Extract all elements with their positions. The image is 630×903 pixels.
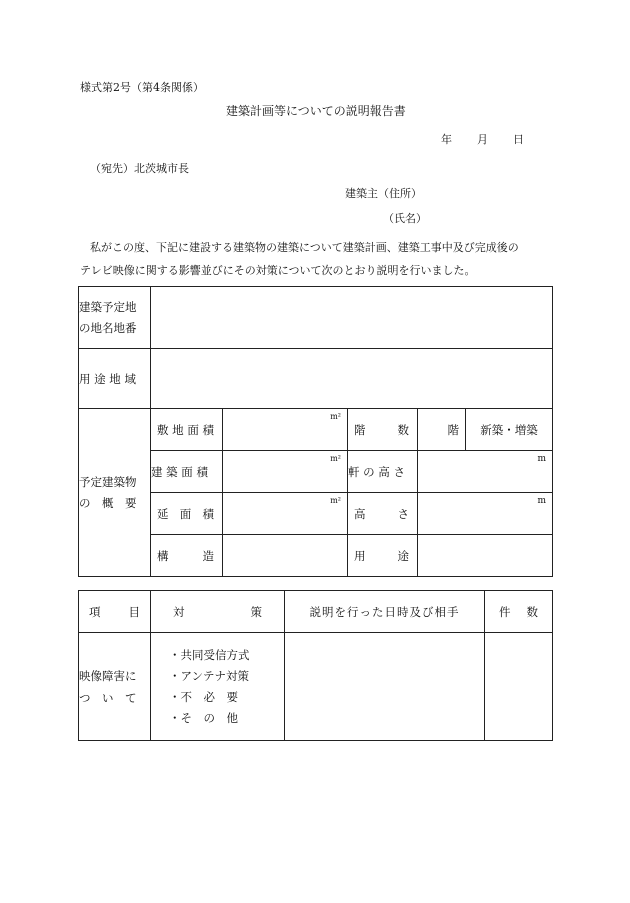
usage-char-b: 途 bbox=[397, 548, 409, 563]
measures-list bbox=[151, 633, 285, 741]
date-line bbox=[441, 131, 524, 147]
date-month: 月 bbox=[477, 133, 488, 146]
floors-unit: 階 bbox=[447, 422, 459, 437]
header-item-char-b: 目 bbox=[128, 604, 140, 619]
header-explanation: 説明を行った日時及び相手 bbox=[285, 591, 485, 633]
use-zone-field[interactable] bbox=[151, 349, 553, 409]
date-year: 年 bbox=[441, 133, 452, 146]
site-label-2: の地名地番 bbox=[79, 320, 137, 335]
measure-unnecessary: ・不 必 要 bbox=[169, 689, 238, 704]
height-char-b: さ bbox=[397, 506, 409, 521]
total-area-label bbox=[151, 493, 223, 535]
height-char-a: 高 bbox=[354, 506, 366, 521]
total-area-unit: m² bbox=[330, 496, 341, 505]
header-item-char-a: 項 bbox=[89, 604, 101, 619]
height-label bbox=[348, 493, 418, 535]
structure-char-a: 構 bbox=[157, 548, 169, 563]
intro-line-2: テレビ映像に関する影響並びにその対策について次のとおり説明を行いました。 bbox=[80, 264, 476, 277]
floors-char-b: 数 bbox=[397, 422, 409, 437]
builder-name-label: （氏名） bbox=[383, 212, 427, 225]
total-area-char-c: 積 bbox=[202, 506, 214, 521]
use-zone-label: 用 途 地 域 bbox=[79, 349, 151, 409]
explanation-field[interactable] bbox=[285, 633, 485, 741]
overview-label-2: の 概 要 bbox=[79, 495, 137, 510]
eave-height-label: 軒 の 高 さ bbox=[348, 451, 418, 493]
header-measure-char-a: 対 bbox=[173, 604, 185, 619]
usage-label bbox=[348, 535, 418, 577]
structure-char-b: 造 bbox=[202, 548, 214, 563]
measures-table bbox=[78, 590, 553, 741]
site-area-label bbox=[151, 409, 223, 451]
count-field[interactable] bbox=[485, 633, 553, 741]
building-area-unit: m² bbox=[330, 454, 341, 463]
structure-label bbox=[151, 535, 223, 577]
tv-interference-label bbox=[79, 633, 151, 741]
header-item bbox=[79, 591, 151, 633]
site-area-field[interactable] bbox=[223, 409, 348, 451]
header-measure-char-b: 策 bbox=[250, 604, 262, 619]
usage-char-a: 用 bbox=[354, 548, 366, 563]
builder-address-label: 建築主（住所） bbox=[345, 187, 422, 200]
measure-shared-reception: ・共同受信方式 bbox=[169, 647, 250, 662]
site-field[interactable] bbox=[151, 287, 553, 349]
site-area-unit: m² bbox=[330, 412, 341, 421]
site-area-char-d: 積 bbox=[202, 422, 214, 437]
date-day: 日 bbox=[513, 133, 524, 146]
height-unit: m bbox=[537, 496, 547, 506]
site-area-char-c: 面 bbox=[187, 422, 199, 437]
building-overview-table bbox=[78, 286, 553, 577]
eave-height-field[interactable] bbox=[418, 451, 553, 493]
floors-char-a: 階 bbox=[354, 422, 366, 437]
total-area-field[interactable] bbox=[223, 493, 348, 535]
measure-other: ・そ の 他 bbox=[169, 710, 238, 725]
floors-label bbox=[348, 409, 418, 451]
usage-field[interactable] bbox=[418, 535, 553, 577]
header-count bbox=[485, 591, 553, 633]
addressee: （宛先）北茨城市長 bbox=[90, 162, 189, 175]
header-count-char-a: 件 bbox=[499, 604, 511, 619]
header-count-char-b: 数 bbox=[526, 604, 538, 619]
building-area-field[interactable] bbox=[223, 451, 348, 493]
floors-field[interactable] bbox=[418, 409, 466, 451]
total-area-char-b: 面 bbox=[179, 506, 192, 521]
overview-label-cell bbox=[79, 409, 151, 577]
document-title: 建築計画等についての説明報告書 bbox=[226, 104, 406, 118]
structure-field[interactable] bbox=[223, 535, 348, 577]
header-measure bbox=[151, 591, 285, 633]
form-number: 様式第2号（第4条関係） bbox=[80, 81, 204, 94]
total-area-char-a: 延 bbox=[157, 506, 169, 521]
intro-line-1: 私がこの度、下記に建設する建築物の建築について建築計画、建築工事中及び完成後の bbox=[90, 241, 519, 254]
site-area-char-a: 敷 bbox=[157, 422, 169, 437]
height-field[interactable] bbox=[418, 493, 553, 535]
overview-label-1: 予定建築物 bbox=[79, 474, 137, 489]
site-label-1: 建築予定地 bbox=[79, 299, 137, 314]
eave-height-unit: m bbox=[537, 454, 547, 464]
construction-type: 新築・増築 bbox=[466, 409, 553, 451]
tv-interference-label-2: つ い て bbox=[79, 690, 137, 705]
tv-interference-label-1: 映像障害に bbox=[79, 668, 137, 683]
site-label-cell bbox=[79, 287, 151, 349]
site-area-char-b: 地 bbox=[172, 422, 184, 437]
building-area-label: 建 築 面 積 bbox=[151, 451, 223, 493]
measure-antenna: ・アンテナ対策 bbox=[169, 668, 250, 683]
